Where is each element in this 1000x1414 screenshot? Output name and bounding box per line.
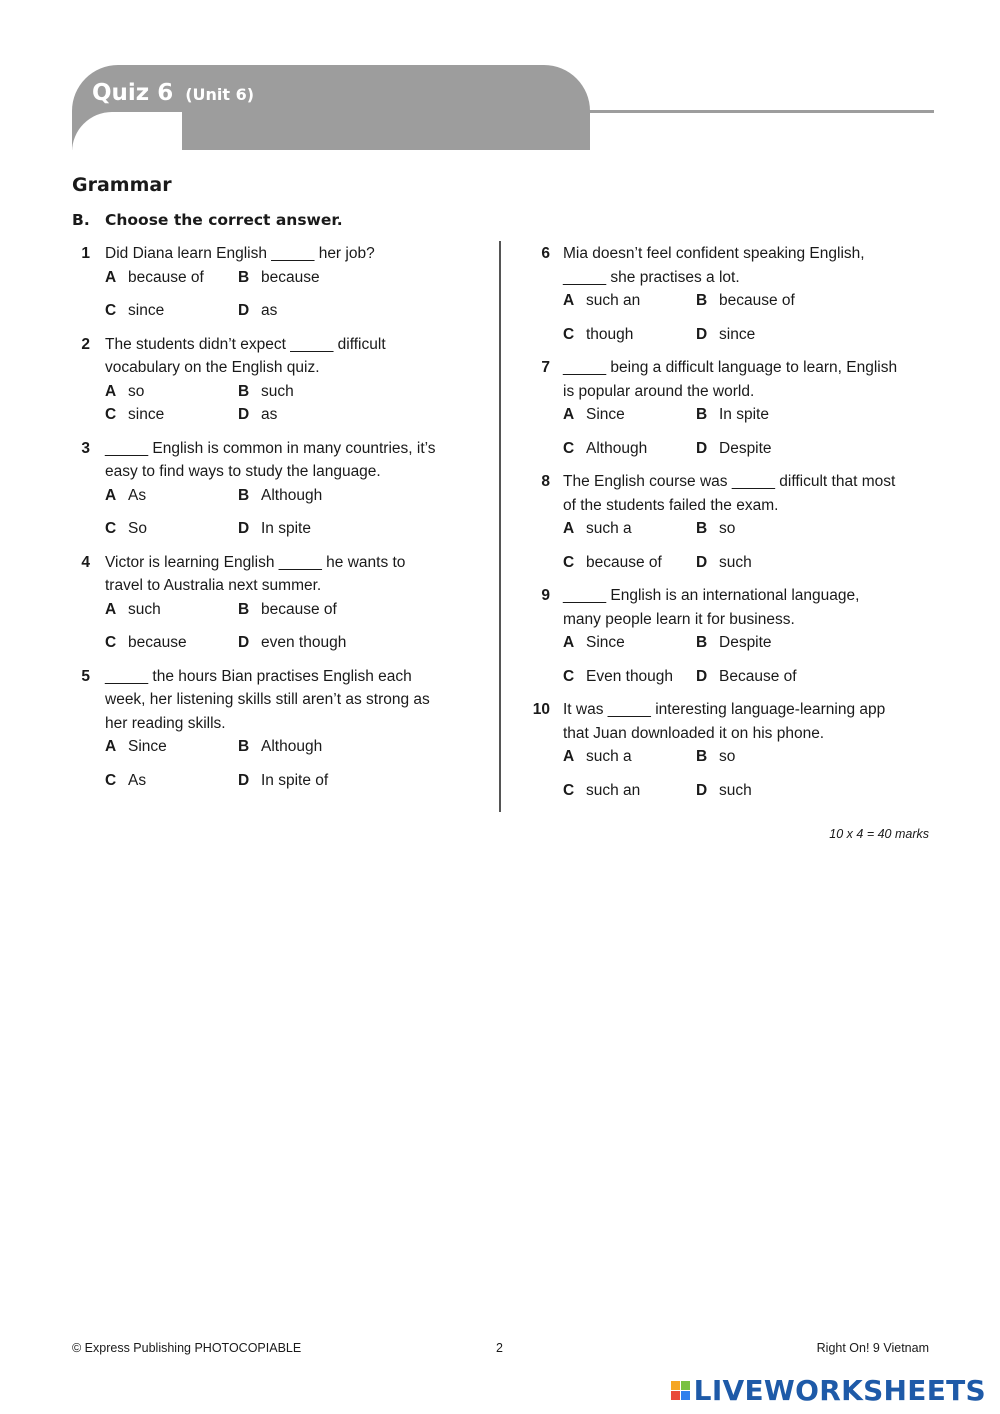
question-6 [530, 242, 910, 346]
option-text: Although [261, 738, 323, 755]
question-7 [530, 356, 910, 460]
option-letter: D [238, 520, 250, 537]
question-number: 1 [81, 245, 90, 262]
option-text: as [261, 406, 278, 423]
question-number: 3 [81, 439, 90, 457]
option-letter: C [563, 439, 575, 457]
option-letter: C [105, 634, 117, 651]
option-text: since [719, 325, 756, 343]
options-row [563, 517, 910, 541]
question-number: 10 [532, 701, 550, 718]
option-text: because of [586, 553, 662, 571]
option-text: So [128, 520, 147, 537]
option-letter: C [563, 667, 575, 685]
answer-option-b[interactable] [696, 403, 829, 427]
options-row [105, 631, 452, 655]
option-text: Since [586, 634, 625, 651]
option-text: Although [261, 486, 323, 504]
answer-option-b[interactable] [238, 598, 371, 622]
answer-option-d[interactable] [696, 665, 829, 689]
logo-square [681, 1391, 690, 1400]
question-number: 9 [541, 587, 550, 604]
option-letter: D [696, 553, 708, 571]
option-letter: C [105, 771, 117, 789]
question-text: The English course was _____ difficult that most [563, 473, 896, 490]
answer-option-d[interactable] [696, 437, 829, 461]
questions-right-column [530, 242, 910, 802]
answer-option-c[interactable] [105, 299, 238, 323]
option-text: In spite [719, 406, 769, 423]
answer-option-d[interactable] [238, 299, 371, 323]
answer-option-d[interactable] [696, 323, 829, 347]
header-rule [588, 110, 934, 113]
option-text: Despite [719, 439, 772, 457]
options-row [563, 437, 910, 461]
option-letter: A [563, 406, 575, 423]
option-letter: A [563, 634, 575, 651]
option-letter: C [563, 553, 575, 571]
answer-option-a[interactable] [105, 380, 238, 404]
answer-option-b[interactable] [238, 266, 371, 290]
option-text: such an [586, 781, 641, 799]
options-row [563, 631, 910, 655]
answer-option-d[interactable] [238, 517, 371, 541]
page-subtitle: (Unit 6) [185, 85, 255, 104]
answer-option-a[interactable] [563, 631, 696, 655]
question-text: The students didn’t expect _____ difficult [105, 335, 386, 353]
answer-option-c[interactable] [105, 631, 238, 655]
option-letter: D [696, 439, 708, 457]
option-letter: B [696, 520, 708, 537]
marks-total: 10 x 4 = 40 marks [829, 827, 929, 841]
question-5 [72, 665, 452, 793]
answer-option-d[interactable] [696, 779, 829, 803]
header-curve [72, 112, 182, 152]
option-text: Since [586, 406, 625, 423]
option-text: such [261, 382, 294, 400]
option-text: such a [586, 748, 632, 765]
question-text: Mia doesn’t feel confident speaking English, [563, 245, 865, 262]
footer-page-number: 2 [496, 1341, 503, 1355]
option-text: In spite [261, 520, 311, 537]
answer-option-b[interactable] [238, 380, 371, 404]
option-text: though [586, 325, 634, 343]
option-letter: A [563, 292, 575, 309]
question-9 [530, 584, 910, 688]
question-text: _____ being a difficult language to learn, English [563, 359, 898, 376]
option-text: since [128, 302, 165, 319]
answer-option-c[interactable] [105, 769, 238, 793]
question-text: _____ she practises a lot. [563, 268, 740, 286]
page-title: Quiz 6 (Unit 6) [92, 80, 255, 106]
questions-left-column [72, 242, 452, 792]
column-divider [499, 241, 501, 812]
question-text: easy to find ways to study the language. [105, 463, 381, 480]
option-letter: A [105, 382, 117, 400]
liveworksheets-wordmark: LIVEWORKSHEETS [693, 1374, 986, 1407]
question-number: 6 [541, 245, 550, 262]
option-text: so [128, 382, 145, 400]
option-letter: B [238, 268, 250, 286]
options-row [563, 779, 910, 803]
option-letter: D [696, 667, 708, 685]
answer-option-a[interactable] [563, 517, 696, 541]
answer-option-c[interactable] [563, 437, 696, 461]
footer-book-title: Right On! 9 Vietnam [816, 1341, 929, 1355]
option-letter: B [696, 748, 708, 765]
option-text: Despite [719, 634, 772, 651]
options-row [105, 484, 452, 508]
option-letter: D [238, 634, 250, 651]
option-text: Even though [586, 667, 674, 685]
question-number: 4 [81, 553, 90, 571]
option-text: because of [128, 268, 204, 286]
options-row [105, 380, 452, 404]
option-letter: C [105, 302, 117, 319]
option-letter: D [696, 325, 708, 343]
option-letter: C [563, 781, 575, 799]
option-letter: B [238, 600, 250, 618]
answer-option-d[interactable] [238, 769, 371, 793]
question-2 [72, 333, 452, 427]
answer-option-d[interactable] [696, 551, 829, 575]
option-text: Although [586, 439, 648, 457]
answer-option-a[interactable] [105, 484, 238, 508]
option-text: Because of [719, 667, 797, 685]
section-title: Grammar [72, 174, 172, 196]
instruction-text: Choose the correct answer. [105, 211, 343, 229]
option-text: such an [586, 292, 641, 309]
option-letter: D [238, 771, 250, 789]
answer-option-c[interactable] [105, 403, 238, 427]
options-row [563, 289, 910, 313]
question-text: many people learn it for business. [563, 610, 795, 628]
answer-option-c[interactable] [563, 665, 696, 689]
option-text: such [719, 553, 752, 571]
options-row [105, 266, 452, 290]
question-text: Did Diana learn English _____ her job? [105, 245, 375, 262]
question-text: vocabulary on the English quiz. [105, 359, 320, 376]
option-text: even though [261, 634, 347, 651]
option-letter: A [563, 520, 575, 537]
question-text: is popular around the world. [563, 382, 755, 400]
option-text: because [128, 634, 187, 651]
options-row [563, 665, 910, 689]
answer-option-c[interactable] [105, 517, 238, 541]
option-text: since [128, 406, 165, 423]
question-10 [530, 698, 910, 802]
answer-option-b[interactable] [696, 289, 829, 313]
options-row [563, 745, 910, 769]
question-text: _____ English is common in many countries, it’s [105, 439, 436, 457]
question-4 [72, 551, 452, 655]
option-text: because of [719, 292, 795, 309]
logo-square [671, 1391, 680, 1400]
options-row [563, 403, 910, 427]
answer-option-a[interactable] [563, 289, 696, 313]
answer-option-d[interactable] [238, 403, 371, 427]
footer-copyright: © Express Publishing PHOTOCOPIABLE [72, 1341, 302, 1355]
option-letter: B [238, 738, 250, 755]
question-number: 5 [81, 667, 90, 685]
logo-square [681, 1381, 690, 1390]
option-text: such a [586, 520, 632, 537]
instruction-letter: B. [72, 211, 90, 229]
question-text: _____ the hours Bian practises English each [105, 667, 412, 685]
option-letter: A [105, 738, 117, 755]
question-text: travel to Australia next summer. [105, 577, 322, 594]
options-row [105, 769, 452, 793]
answer-option-b[interactable] [238, 735, 371, 759]
option-letter: B [696, 292, 708, 309]
option-text: so [719, 520, 736, 537]
options-row [105, 598, 452, 622]
question-text: _____ English is an international language, [563, 587, 860, 604]
option-letter: C [563, 325, 575, 343]
question-text: of the students failed the exam. [563, 496, 779, 514]
question-number: 8 [541, 473, 550, 490]
option-text: such [128, 600, 161, 618]
answer-option-a[interactable] [105, 266, 238, 290]
question-text: Victor is learning English _____ he wants to [105, 553, 406, 571]
answer-option-b[interactable] [238, 484, 371, 508]
option-letter: B [238, 486, 250, 504]
option-text: so [719, 748, 736, 765]
option-text: In spite of [261, 771, 329, 789]
option-letter: B [696, 634, 708, 651]
question-text: It was _____ interesting language-learning app [563, 701, 886, 718]
answer-option-b[interactable] [696, 517, 829, 541]
options-row [105, 299, 452, 323]
option-letter: D [696, 781, 708, 799]
option-letter: D [238, 406, 250, 423]
option-text: because [261, 268, 320, 286]
options-row [105, 735, 452, 759]
question-3 [72, 437, 452, 541]
options-row [563, 323, 910, 347]
option-letter: C [105, 520, 117, 537]
options-row [105, 517, 452, 541]
answer-option-a[interactable] [105, 735, 238, 759]
question-number: 2 [81, 335, 90, 353]
instruction [72, 211, 343, 229]
option-letter: A [563, 748, 575, 765]
answer-option-a[interactable] [105, 598, 238, 622]
answer-option-c[interactable] [563, 323, 696, 347]
option-letter: B [238, 382, 250, 400]
option-letter: D [238, 302, 250, 319]
question-text: that Juan downloaded it on his phone. [563, 724, 825, 742]
answer-option-a[interactable] [563, 403, 696, 427]
option-text: such [719, 781, 752, 799]
question-text: week, her listening skills still aren’t as strong as [105, 691, 430, 708]
options-row [105, 403, 452, 427]
option-letter: A [105, 486, 117, 504]
answer-option-a[interactable] [563, 745, 696, 769]
option-text: Since [128, 738, 167, 755]
answer-option-d[interactable] [238, 631, 371, 655]
option-text: as [261, 302, 278, 319]
option-text: because of [261, 600, 337, 618]
question-8 [530, 470, 910, 574]
option-text: As [128, 486, 147, 504]
option-text: As [128, 771, 147, 789]
option-letter: B [696, 406, 708, 423]
liveworksheets-icon [671, 1381, 690, 1400]
options-row [563, 551, 910, 575]
option-letter: A [105, 600, 117, 618]
option-letter: A [105, 268, 117, 286]
answer-option-b[interactable] [696, 745, 829, 769]
question-text: her reading skills. [105, 714, 226, 732]
liveworksheets-logo [671, 1374, 986, 1407]
question-number: 7 [541, 359, 550, 376]
answer-option-c[interactable] [563, 779, 696, 803]
answer-option-c[interactable] [563, 551, 696, 575]
logo-square [671, 1381, 680, 1390]
option-letter: C [105, 406, 117, 423]
answer-option-b[interactable] [696, 631, 829, 655]
question-1 [72, 242, 452, 323]
